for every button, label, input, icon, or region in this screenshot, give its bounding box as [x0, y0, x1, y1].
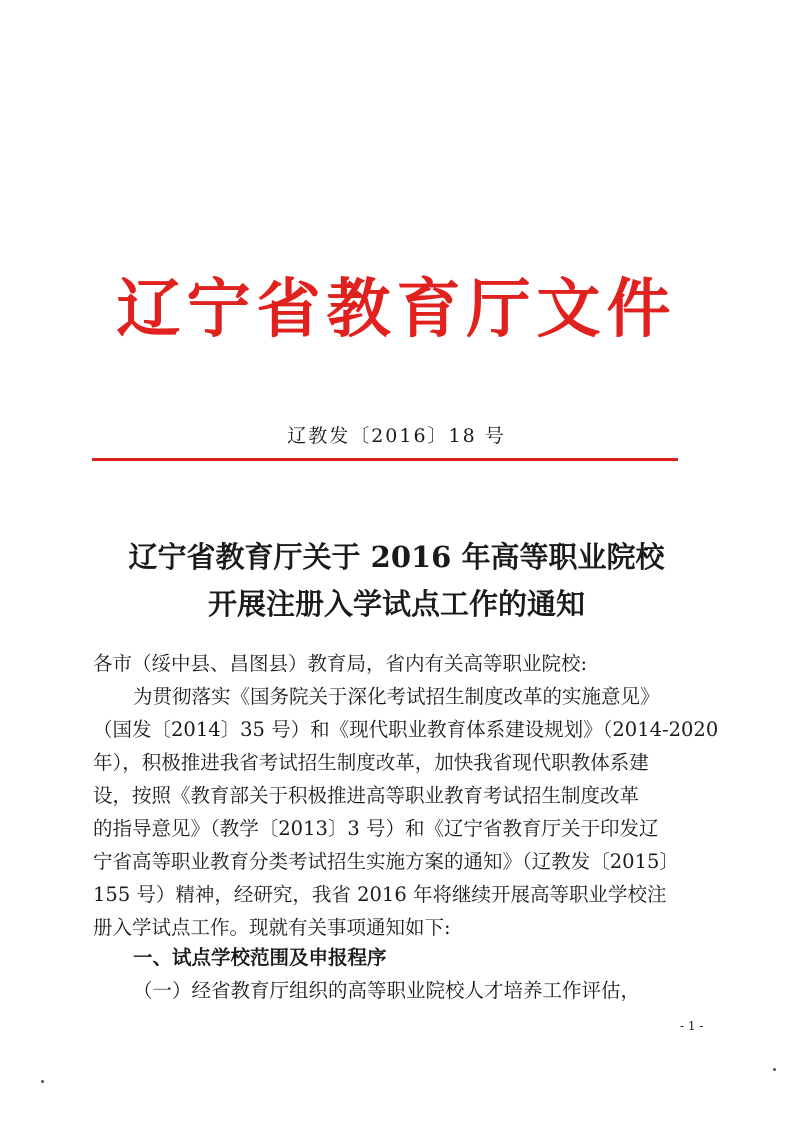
body-line: 年），积极推进我省考试招生制度改革，加快我省现代职教体系建	[93, 751, 649, 774]
red-separator-line	[92, 458, 678, 461]
body-line: 的指导意见》（教学〔2013〕3 号）和《辽宁省教育厅关于印发辽	[93, 817, 659, 840]
notice-title-line-2: 开展注册入学试点工作的通知	[207, 587, 585, 621]
scan-speck	[41, 1080, 44, 1083]
section-heading: 一、试点学校范围及申报程序	[133, 946, 387, 969]
body-line: （国发〔2014〕35 号）和《现代职业教育体系建设规划》（2014-2020	[93, 718, 719, 741]
scan-speck	[773, 1068, 776, 1071]
body-line: 宁省高等职业教育分类考试招生实施方案的通知》（辽教发〔2015〕	[93, 850, 679, 873]
document-header-title: 辽宁省教育厅文件	[116, 272, 677, 347]
body-line: 设，按照《教育部关于积极推进高等职业教育考试招生制度改革	[93, 784, 640, 807]
body-line: 155 号）精神，经研究，我省 2016 年将继续开展高等职业学校注	[93, 883, 667, 906]
notice-title-line-1: 辽宁省教育厅关于 2016 年高等职业院校	[128, 540, 665, 574]
body-line: 为贯彻落实《国务院关于深化考试招生制度改革的实施意见》	[133, 685, 660, 708]
page-number: - 1 -	[680, 1019, 704, 1033]
document-number: 辽教发〔2016〕18 号	[287, 425, 506, 447]
body-line-addressee: 各市（绥中县、昌图县）教育局，省内有关高等职业院校:	[93, 652, 588, 675]
body-line: （一）经省教育厅组织的高等职业院校人才培养工作评估，	[133, 979, 641, 1002]
body-line: 册入学试点工作。现就有关事项通知如下:	[93, 916, 451, 939]
